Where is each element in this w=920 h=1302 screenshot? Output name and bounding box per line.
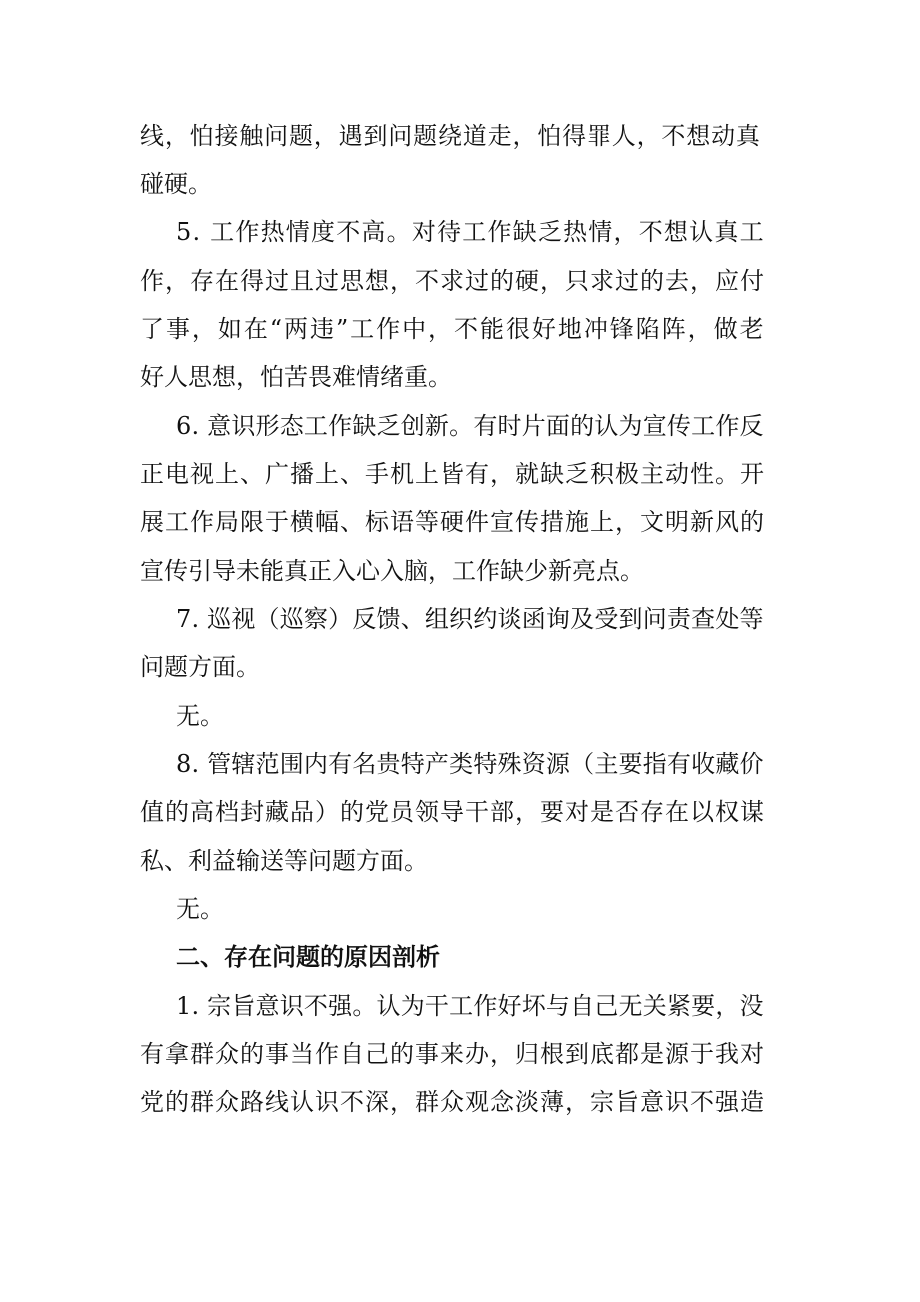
paragraph-line: 问题方面。: [140, 653, 260, 681]
paragraph-line: 7. 巡视（巡察）反馈、组织约谈函询及受到问责查处等: [176, 605, 764, 633]
paragraph-line: 私、利益输送等问题方面。: [140, 847, 428, 875]
paragraph-line: 了事，如在“两违”工作中，不能很好地冲锋陷阵，做老: [140, 315, 766, 343]
section-heading: 二、存在问题的原因剖析: [176, 943, 440, 971]
paragraph-line: 有拿群众的事当作自己的事来办，归根到底都是源于我对: [140, 1040, 765, 1068]
paragraph-line: 无。: [176, 702, 224, 730]
paragraph-line: 宣传引导未能真正入心入脑，工作缺少新亮点。: [140, 557, 644, 585]
paragraph-line: 6. 意识形态工作缺乏创新。有时片面的认为宣传工作反: [176, 412, 764, 440]
paragraph-line: 1. 宗旨意识不强。认为干工作好坏与自己无关紧要，没: [176, 992, 764, 1020]
paragraph-line: 5. 工作热情度不高。对待工作缺乏热情，不想认真工: [176, 218, 765, 246]
paragraph-line: 好人思想，怕苦畏难情绪重。: [140, 363, 452, 391]
paragraph-line: 正电视上、广播上、手机上皆有，就缺乏积极主动性。开: [140, 460, 765, 488]
paragraph-line: 线，怕接触问题，遇到问题绕道走，怕得罪人，不想动真: [140, 122, 761, 150]
paragraph-line: 作，存在得过且过思想，不求过的硬，只求过的去，应付: [140, 267, 765, 295]
paragraph-line: 8. 管辖范围内有名贵特产类特殊资源（主要指有收藏价: [176, 750, 764, 778]
paragraph-line: 党的群众路线认识不深，群众观念淡薄，宗旨意识不强造: [140, 1088, 765, 1116]
paragraph-line: 展工作局限于横幅、标语等硬件宣传措施上，文明新风的: [140, 508, 765, 536]
paragraph-line: 无。: [176, 895, 224, 923]
paragraph-line: 碰硬。: [140, 170, 212, 198]
paragraph-line: 值的高档封藏品）的党员领导干部，要对是否存在以权谋: [140, 798, 765, 826]
